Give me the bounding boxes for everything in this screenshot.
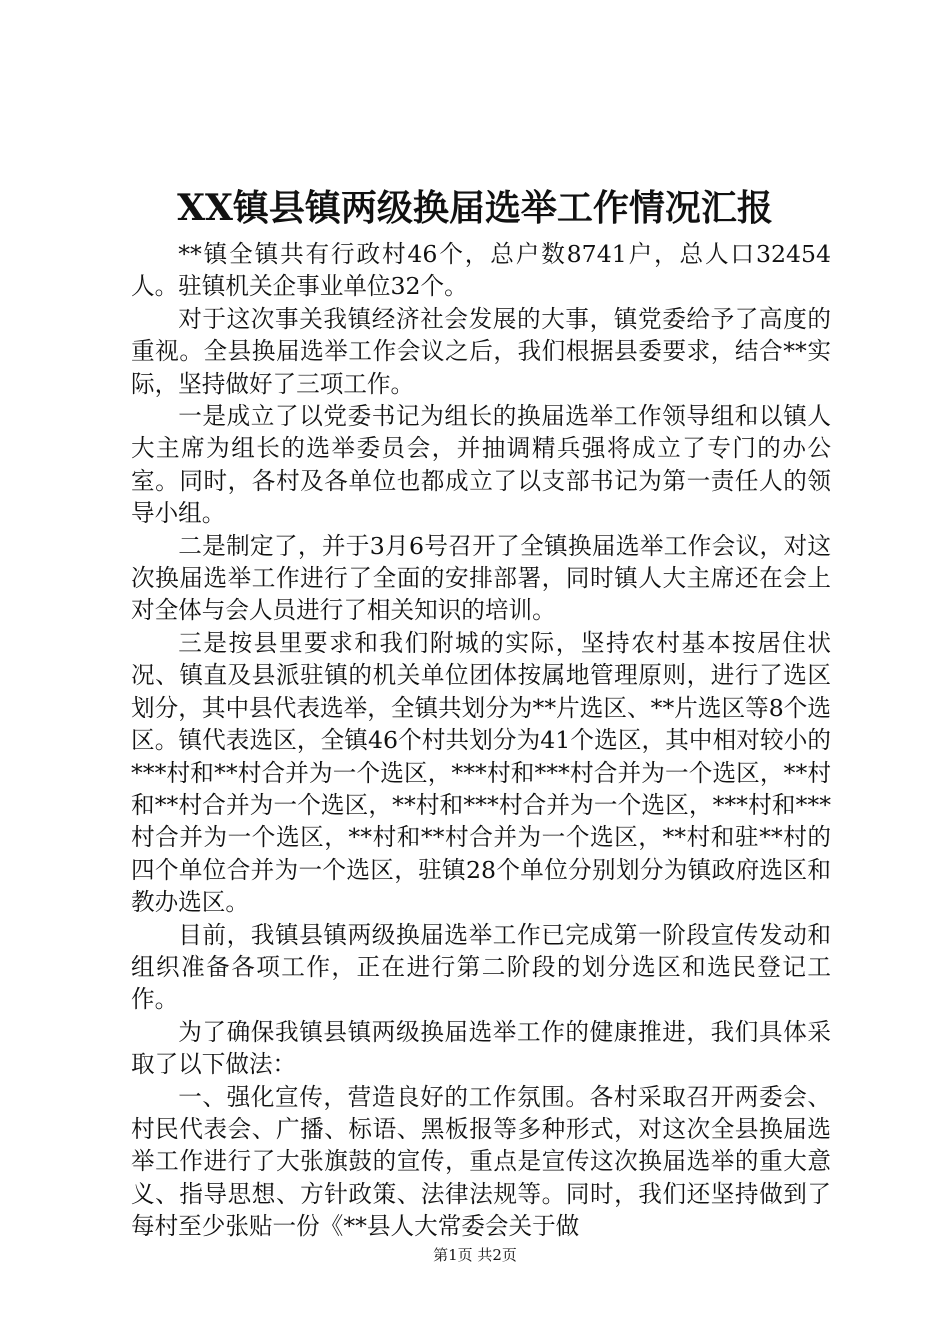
paragraph: 一是成立了以党委书记为组长的换届选举工作领导组和以镇人大主席为组长的选举委员会，并抽调精兵强将成立了专门的办公室。同时，各村及各单位也都成立了以支部书记为第一责任人的领导小组。 bbox=[131, 402, 831, 528]
paragraph: 一、强化宣传，营造良好的工作氛围。各村采取召开两委会、村民代表会、广播、标语、黑板报等多种形式，对这次全县换届选举工作进行了大张旗鼓的宣传，重点是宣传这次换届选举的重大意义、指导思想、方针政策、法律法规等。同时，我们还坚持做到了每村至少张贴一份《**县人大常委会关于做 bbox=[131, 1082, 831, 1241]
paragraph: 三是按县里要求和我们附城的实际，坚持农村基本按居住状况、镇直及县派驻镇的机关单位团体按属地管理原则，进行了选区划分，其中县代表选举，全镇共划分为**片选区、**片选区等8个选区。镇代表选区，全镇46个村共划分为41个选区，其中相对较小的***村和**村合并为一个选区，***村和***村合并为一个选区，**村和**村合并为一个选区，**村和***村合并为一个选区，***村和***村合并为一个选区，**村和**村合并为一个选区，**村和驻**村的四个单位合并为一个选区，驻镇28个单位分别划分为镇政府选区和教办选区。 bbox=[131, 628, 831, 917]
document-title: XX镇县镇两级换届选举工作情况汇报 bbox=[177, 187, 773, 229]
paragraph: 对于这次事关我镇经济社会发展的大事，镇党委给予了高度的重视。全县换届选举工作会议之后，我们根据县委要求，结合**实际，坚持做好了三项工作。 bbox=[131, 304, 831, 398]
paragraph: 二是制定了，并于3月6号召开了全镇换届选举工作会议，对这次换届选举工作进行了全面的安排部署，同时镇人大主席还在会上对全体与会人员进行了相关知识的培训。 bbox=[131, 531, 831, 625]
paragraph: 目前，我镇县镇两级换届选举工作已完成第一阶段宣传发动和组织准备各项工作，正在进行第二阶段的划分选区和选民登记工作。 bbox=[131, 920, 831, 1014]
page-number-footer: 第1页 共2页 bbox=[433, 1246, 517, 1264]
paragraph: **镇全镇共有行政村46个，总户数8741户，总人口32454人。驻镇机关企事业单位32个。 bbox=[131, 240, 831, 301]
document-body bbox=[131, 238, 831, 1243]
paragraph: 为了确保我镇县镇两级换届选举工作的健康推进，我们具体采取了以下做法： bbox=[131, 1017, 831, 1079]
